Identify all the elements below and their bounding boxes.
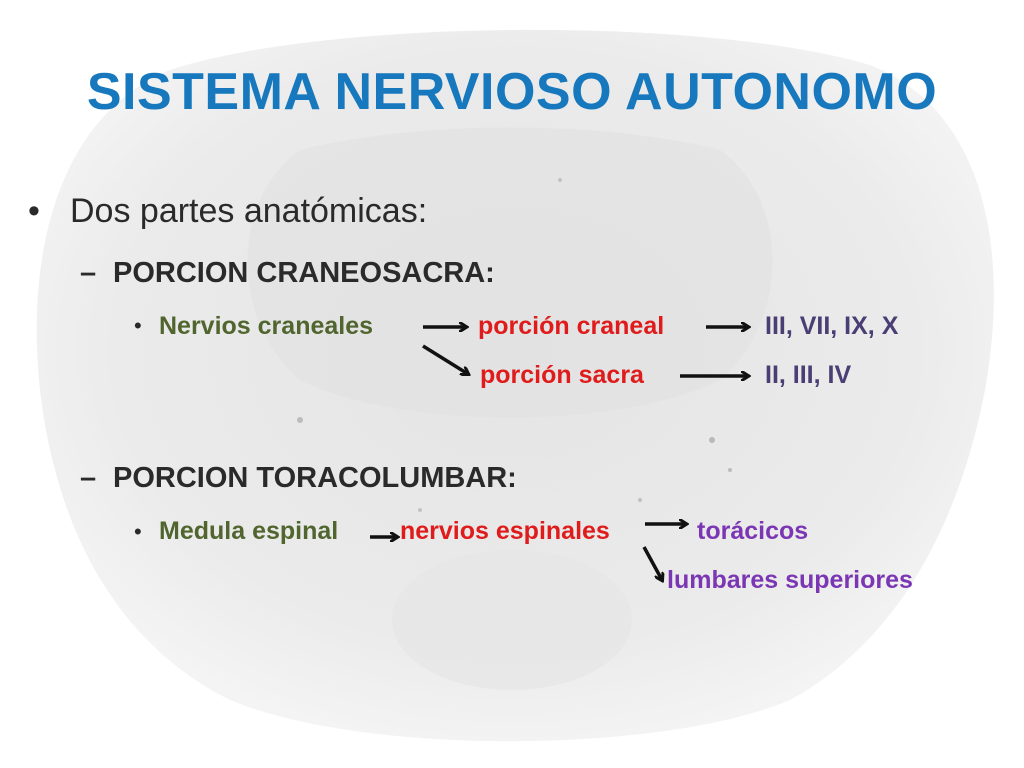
- sub-bullet-dot: •: [134, 313, 142, 338]
- dash-marker: –: [80, 462, 97, 494]
- text-porcion-craneal: porción craneal: [478, 312, 665, 340]
- bullet-dot: •: [28, 192, 40, 230]
- text-nervios-espinales: nervios espinales: [400, 517, 610, 545]
- text-porcion-sacra: porción sacra: [480, 361, 644, 389]
- heading-toracolumbar: PORCION TORACOLUMBAR:: [113, 462, 517, 494]
- bullet-anatomical-parts: Dos partes anatómicas:: [70, 192, 428, 230]
- text-lumbares-superiores: lumbares superiores: [667, 566, 913, 594]
- text-nervios-craneales: Nervios craneales: [159, 312, 374, 340]
- text-sacral-nerves: II, III, IV: [765, 361, 852, 389]
- text-toracicos: torácicos: [697, 517, 809, 545]
- dash-marker: –: [80, 257, 97, 289]
- text-cranial-nerves: III, VII, IX, X: [765, 312, 899, 340]
- slide-title: SISTEMA NERVIOSO AUTONOMO: [86, 63, 938, 121]
- text-medula-espinal: Medula espinal: [159, 517, 339, 545]
- sub-bullet-dot: •: [134, 519, 142, 544]
- heading-craneosacra: PORCION CRANEOSACRA:: [113, 257, 495, 289]
